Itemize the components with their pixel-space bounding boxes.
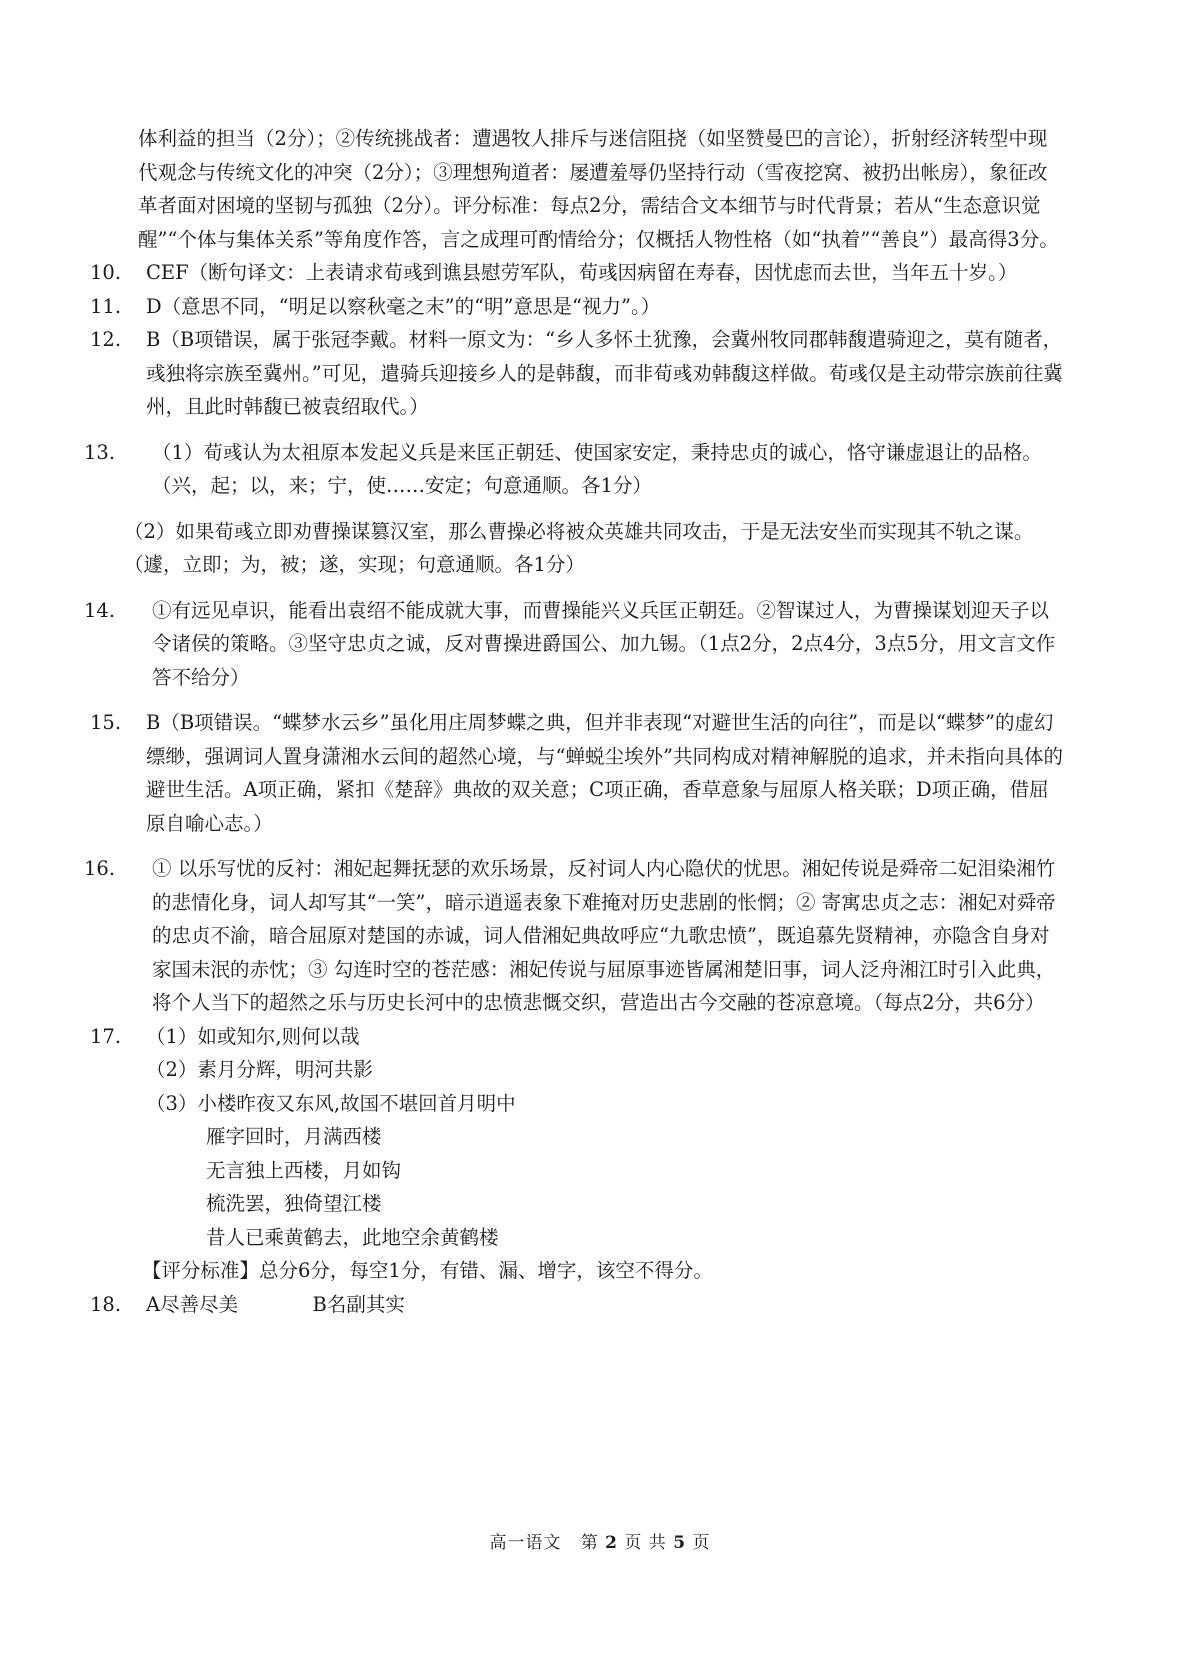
footer-total-pages: 5 xyxy=(673,1533,687,1553)
answer-13-number: 13. xyxy=(84,440,116,464)
footer-page-suffix: 页 xyxy=(692,1533,711,1553)
answer-17-line-3: 梳洗罢，独倚望江楼 xyxy=(206,1192,382,1215)
answer-18-number: 18. xyxy=(90,1292,122,1316)
answer-17-line-4: 昔人已乘黄鹤去，此地空余黄鹤楼 xyxy=(206,1225,499,1249)
answer-17-blank-3: （3）小楼昨夜又东风,故国不堪回首月明中 xyxy=(146,1091,516,1115)
footer-page-middle: 页 共 xyxy=(624,1533,667,1553)
answer-13-part-1: （1）荀彧认为太祖原本发起义兵是来匡正朝廷、使国家安定，秉持忠贞的诚心，恪守谦虚退让的品格。（兴，起；以，来；宁，使……安定；句意通顺。各1分） xyxy=(152,440,1042,497)
answer-13-part-2: （2）如果荀彧立即劝曹操谋篡汉室，那么曹操必将被众英雄共同攻击，于是无法安坐而实现其不轨之谋。（遽，立即；为，被；遂，实现；句意通顺。各1分） xyxy=(124,519,1034,576)
answer-18-option-b: B名副其实 xyxy=(312,1292,405,1316)
answer-17-line-1: 雁字回时，月满西楼 xyxy=(206,1125,382,1148)
answer-17 xyxy=(90,1020,1066,1288)
answer-14 xyxy=(84,594,1066,695)
answer-10 xyxy=(90,256,1066,290)
answer-13 xyxy=(84,436,1066,582)
answer-11 xyxy=(90,290,1066,324)
answer-16-number: 16. xyxy=(84,857,116,880)
answer-key-content xyxy=(84,122,1066,1321)
answer-17-blank-2: （2）素月分辉，明河共影 xyxy=(146,1058,373,1081)
answer-12-number: 12. xyxy=(90,328,122,351)
answer-12-text: B（B项错误，属于张冠李戴。材料一原文为：“乡人多怀土犹豫，会冀州牧同郡韩馥遣骑迎之，莫有随者，彧独将宗族至冀州。”可见，遣骑兵迎接乡人的是韩馥，而非荀彧劝韩馥这样做。荀彧仅是主动带宗族前往冀州，且此时韩馥已被袁绍取代。） xyxy=(146,328,1063,418)
answer-15 xyxy=(90,706,1066,840)
answer-17-scoring-criteria: 【评分标准】总分6分，每空1分，有错、漏、增字，该空不得分。 xyxy=(142,1259,713,1282)
answer-14-text: ①有远见卓识，能看出袁绍不能成就大事，而曹操能兴义兵匡正朝廷。②智谋过人，为曹操谋划迎天子以令诸侯的策略。③坚守忠贞之诚，反对曹操进爵国公、加九锡。（1点2分，2点4分，3点5分，用文言文作答不给分） xyxy=(152,598,1056,689)
answer-16 xyxy=(84,852,1066,1020)
answer-15-text: B（B项错误。“蝶梦水云乡”虽化用庄周梦蝶之典，但并非表现“对避世生活的向往”，而是以“蝶梦”的虚幻缥缈，强调词人置身潇湘水云间的超然心境，与“蝉蜕尘埃外”共同构成对精神解脱的追求，并未指向具体的避世生活。A项正确，紧扣《楚辞》典故的双关意；C项正确，香草意象与屈原人格关联；D项正确，借屈原自喻心志。） xyxy=(146,711,1063,835)
answer-17-line-2: 无言独上西楼，月如钩 xyxy=(206,1158,402,1182)
answer-17-blank-1: （1）如或知尔,则何以哉 xyxy=(146,1024,360,1048)
answer-9-continued xyxy=(118,122,1066,256)
answer-10-text: CEF（断句译文：上表请求荀彧到谯县慰劳军队，荀彧因病留在寿春，因忧虑而去世，当年五十岁。） xyxy=(146,261,1018,284)
answer-11-number: 11. xyxy=(90,294,122,318)
answer-18 xyxy=(90,1288,1066,1322)
answer-14-number: 14. xyxy=(84,598,116,622)
answer-17-number: 17. xyxy=(90,1024,122,1048)
answer-16-text: ① 以乐写忧的反衬：湘妃起舞抚瑟的欢乐场景，反衬词人内心隐伏的忧思。湘妃传说是舜帝二妃泪染湘竹的悲情化身，词人却写其“一笑”，暗示逍遥表象下难掩对历史悲剧的怅惘；② 寄寓忠贞之志：湘妃对舜帝的忠贞不渝，暗合屈原对楚国的赤诚，词人借湘妃典故呼应“九歌忠愤”，既追慕先贤精神，亦隐含自身对家国未泯的赤忱；③ 勾连时空的苍茫感：湘妃传说与屈原事迹皆属湘楚旧事，词人泛舟湘江时引入此典，将个人当下的超然之乐与历史长河中的忠愤悲慨交织，营造出古今交融的苍凉意境。（每点2分，共6分） xyxy=(152,857,1056,1014)
answer-9-text: 体利益的担当（2分）；②传统挑战者：遭遇牧人排斥与迷信阻挠（如坚赞曼巴的言论），折射经济转型中现代观念与传统文化的冲突（2分）；③理想殉道者：屡遭羞辱仍坚持行动（雪夜挖窝、被扔出帐房），象征改革者面对困境的坚韧与孤独（2分）。评分标准：每点2分，需结合文本细节与时代背景；若从“生态意识觉醒”“个体与集体关系”等角度作答，言之成理可酌情给分；仅概括人物性格（如“执着”“善良”）最高得3分。 xyxy=(138,127,1059,251)
answer-12 xyxy=(90,323,1066,424)
footer-page-number: 2 xyxy=(605,1533,618,1553)
answer-18-option-a: A尽善尽美 xyxy=(146,1292,239,1316)
page-footer xyxy=(0,1528,1200,1553)
answer-10-number: 10. xyxy=(90,261,122,284)
answer-11-text: D（意思不同，“明足以察秋毫之末”的“明”意思是“视力”。） xyxy=(146,294,661,318)
footer-page-prefix: 第 xyxy=(580,1533,599,1553)
footer-subject: 高一语文 xyxy=(489,1533,562,1553)
answer-15-number: 15. xyxy=(90,711,122,734)
